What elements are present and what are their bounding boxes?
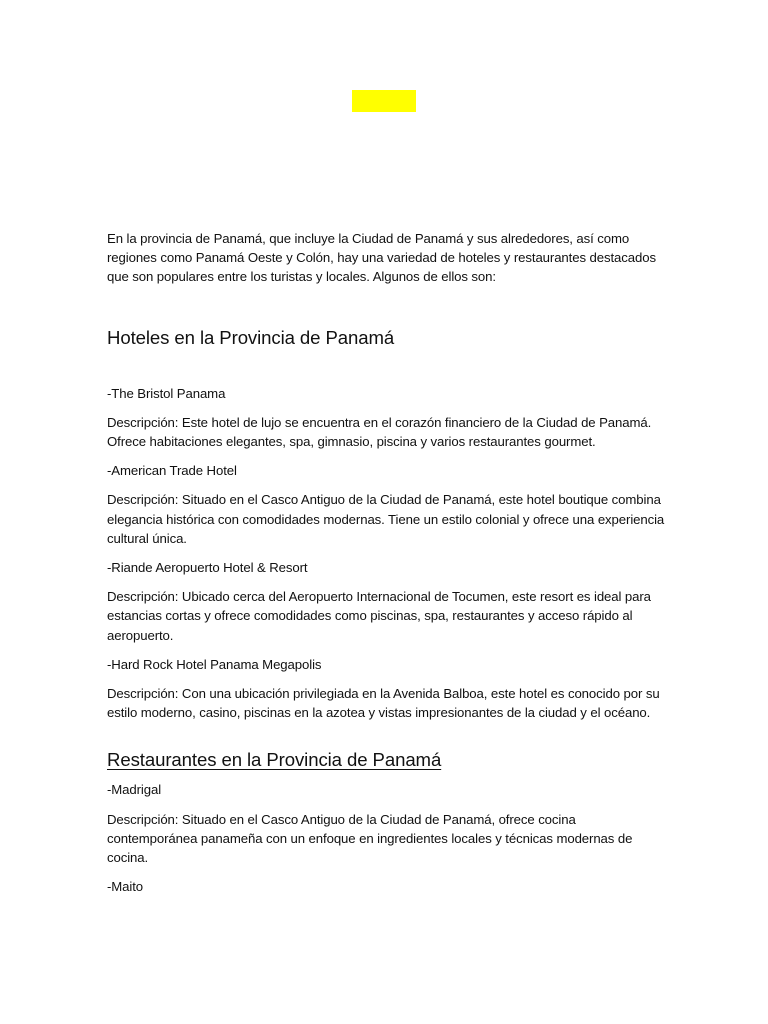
list-item [107, 461, 667, 548]
hotel-description: Descripción: Ubicado cerca del Aeropuerto Internacional de Tocumen, este resort es ideal para estancias cortas y ofrece comodidades como piscinas, spa, restaurantes y acceso rápido al aeropuerto. [107, 589, 651, 643]
list-item [107, 384, 667, 452]
hotel-name: -Hard Rock Hotel Panama Megapolis [107, 656, 322, 672]
document-body [107, 229, 667, 906]
restaurant-description: Descripción: Situado en el Casco Antiguo de la Ciudad de Panamá, ofrece cocina contemporánea panameña con un enfoque en ingredientes locales y técnicas modernas de cocina. [107, 811, 633, 866]
restaurant-name: -Maito [107, 879, 144, 895]
restaurant-name: -Madrigal [107, 782, 162, 798]
hotel-name: -American Trade Hotel [107, 463, 237, 479]
hotel-name: -Riande Aeropuerto Hotel & Resort [107, 560, 308, 576]
yellow-highlight-mark [352, 90, 416, 112]
hotel-description: Descripción: Situado en el Casco Antiguo de la Ciudad de Panamá, este hotel boutique combina elegancia histórica con comodidades modernas. Tiene un estilo colonial y ofrece una experiencia cultural única. [107, 492, 665, 546]
list-item [107, 877, 667, 896]
intro-paragraph: En la provincia de Panamá, que incluye la Ciudad de Panamá y sus alrededores, así como regiones como Panamá Oeste y Colón, hay una variedad de hoteles y restaurantes destacados que son populares entre los turistas y locales. Algunos de ellos son: [107, 231, 656, 285]
restaurants-heading: Restaurantes en la Provincia de Panamá [107, 749, 442, 771]
list-item [107, 655, 667, 723]
hotels-heading: Hoteles en la Provincia de Panamá [107, 326, 395, 348]
list-item [107, 558, 667, 645]
list-item [107, 780, 667, 867]
hotel-name: -The Bristol Panama [107, 385, 226, 401]
restaurants-list [107, 780, 667, 896]
hotel-description: Descripción: Con una ubicación privilegiada en la Avenida Balboa, este hotel es conocido por su estilo moderno, casino, piscinas en la azotea y vistas impresionantes de la ciudad y el océano. [107, 686, 660, 721]
hotels-list [107, 384, 667, 723]
hotel-description: Descripción: Este hotel de lujo se encuentra en el corazón financiero de la Ciudad de Panamá. Ofrece habitaciones elegantes, spa, gimnasio, piscina y varios restaurantes gourmet. [107, 414, 652, 450]
